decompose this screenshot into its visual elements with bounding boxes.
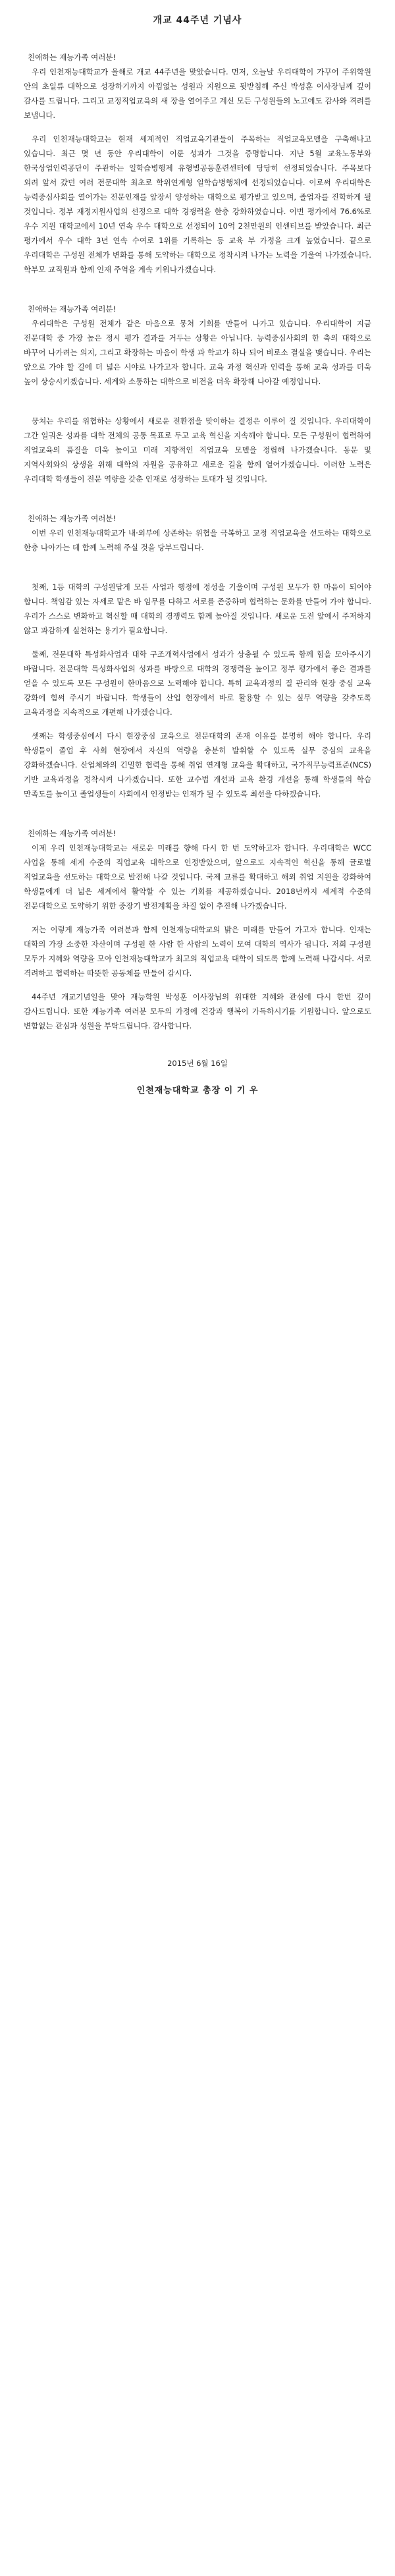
section-greeting: 친애하는 재능가족 여러분! [28, 53, 117, 62]
section-paragraph: 이번 우리 인천재능대학교가 내·외부에 상존하는 위협을 극복하고 교정 직업교육을 선도하는 대학으로 한층 나아가는 데 함께 노력해 주실 것을 당부드립니다. [24, 528, 371, 552]
section-paragraph: 44주년 개교기념일을 맞아 재능학원 박성훈 이사장님의 위대한 지혜와 관심에 다시 한번 깊이 감사드립니다. 또한 재능가족 여러분 모두의 가정에 건강과 행복이 가득하시기를 기원합니다. 앞으로도 변함없는 관심과 성원을 부탁드립니다. 감사합니다. [24, 992, 371, 1030]
section-greeting: 친애하는 재능가족 여러분! [28, 304, 117, 314]
address-section-5 [24, 580, 371, 801]
address-section-6 [24, 826, 371, 1033]
section-paragraph: 첫째, 1등 대학의 구성원답게 모든 사업과 행정에 정성을 기울이며 구성원 모두가 한 마음이 되어야 합니다. 책임감 있는 자세로 맡은 바 임무를 다하고 서로를 존중하며 협력하는 문화를 만들어 가야 합니다. 우리가 스스로 변화하고 혁신할 때 대학의 경쟁력도 함께 높아질 것입니다. 새로운 도전 앞에서 주저하지 않고 과감하게 실천하는 용기가 필요합니다. [24, 582, 371, 635]
section-paragraph: 이제 우리 인천재능대학교는 새로운 미래를 향해 다시 한 번 도약하고자 합니다. 우리대학은 WCC 사업을 통해 세계 수준의 직업교육 대학으로 인정받았으며, 앞으로도 지속적인 혁신을 통해 글로벌 직업교육을 선도하는 대학으로 발전해 나갈 것입니다. 국제 교류를 확대하고 해외 취업 지원을 강화하여 학생들에게 더 넓은 세계에서 활약할 수 있는 기회를 제공하겠습니다. 2018년까지 세계적 수준의 전문대학으로 도약하기 위한 중장기 발전계획을 차질 없이 추진해 나가겠습니다. [24, 843, 371, 910]
address-section-1 [24, 50, 371, 277]
address-section-3 [24, 414, 371, 486]
section-paragraph: 셋째는 학생중심에서 다시 현장중심 교육으로 전문대학의 존재 이유를 분명히 해야 합니다. 우리 학생들이 졸업 후 사회 현장에서 자신의 역량을 충분히 발휘할 수 있도록 실무 중심의 교육을 강화하겠습니다. 산업체와의 긴밀한 협력을 통해 취업 연계형 교육을 확대하고, 국가직무능력표준(NCS) 기반 교육과정을 정착시켜 나가겠습니다. 또한 교수법 개선과 교육 환경 개선을 통해 학생들의 학습 만족도를 높이고 졸업생들이 사회에서 인정받는 인재가 될 수 있도록 최선을 다하겠습니다. [24, 731, 371, 798]
document-title: 개교 44주년 기념사 [153, 15, 242, 26]
section-paragraph: 우리대학은 구성원 전체가 같은 마음으로 뭉쳐 기회를 만들어 나가고 있습니다. 우리대학이 지금 전문대학 중 가장 높은 정시 평가 결과를 거두는 상황은 아닙니다. 능력중심사회의 한 축의 대학으로 바꾸어 나가려는 의지, 그리고 확장하는 마음이 학생 과 학교가 하나 되어 비로소 결실을 맺습니다. 우리는 앞으로 가야 할 길에 더 넓은 시야로 나가고자 합니다. 교육 과정 혁신과 인력을 통해 교육 성과를 더욱 높이 상승시키겠습니다. 세계와 소통하는 대학으로 비전을 더욱 확장해 나아갈 예정입니다. [24, 319, 371, 386]
address-section-2 [24, 302, 371, 389]
section-paragraph: 저는 이렇게 재능가족 여러분과 함께 인천재능대학교의 밝은 미래를 만들어 가고자 합니다. 인재는 대학의 가장 소중한 자산이며 구성원 한 사람 한 사람의 노력이 모여 대학의 역사가 됩니다. 저희 구성원 모두가 지혜와 역량을 모아 인천재능대학교가 최고의 직업교육 대학이 되도록 함께 노력해 나갑시다. 서로 격려하고 협력하는 따뜻한 공동체를 만들어 갑시다. [24, 925, 371, 978]
section-paragraph: 뭉쳐는 우리를 위협하는 상황에서 새로운 전환점을 맞이하는 결정은 이루어 질 것입니다. 우리대학이 그간 일궈온 성과를 대학 전체의 공통 목표로 두고 교육 혁신을 지속해야 합니다. 모든 구성원이 협력하여 직업교육의 품질을 더욱 높이고 미래 지향적인 직업교육 모델을 정립해 나가겠습니다. 동문 및 지역사회와의 상생을 위해 대학의 자원을 공유하고 새로운 길을 함께 열어가겠습니다. 이러한 노력은 우리대학 학생들이 전문 역량을 갖춘 인재로 성장하는 토대가 될 것입니다. [24, 416, 371, 484]
section-greeting: 친애하는 재능가족 여러분! [28, 829, 117, 838]
section-paragraph: 우리 인천재능대학교가 올해로 개교 44주년을 맞았습니다. 먼저, 오늘날 우리대학이 가꾸어 주위학원 안의 초일류 대학으로 성장하기까지 아낌없는 성원과 지원으로 뒷받침해 주신 박성훈 이사장님께 깊이 감사를 드립니다. 그리고 교정직업교육의 새 장을 열어주고 계신 모든 구성원들의 노고에도 감사와 격려를 보냅니다. [24, 67, 371, 120]
president-signature: 인천재능대학교 총장 이 기 우 [136, 1086, 259, 1096]
section-greeting: 친애하는 재능가족 여러분! [28, 514, 117, 523]
document-date: 2015년 6월 16일 [167, 1059, 228, 1068]
section-paragraph: 둘째, 전문대학 특성화사업과 대학 구조개혁사업에서 성과가 상충될 수 있도록 함께 힘을 모아주시기 바랍니다. 전문대학 특성화사업의 성과를 바탕으로 대학의 경쟁력을 높이고 정부 평가에서 좋은 결과를 얻을 수 있도록 모든 구성원이 한마음으로 노력해야 합니다. 특히 교육과정의 질 관리와 현장 중심 교육 강화에 힘써 주시기 바랍니다. 학생들이 산업 현장에서 바로 활용할 수 있는 실무 역량을 갖추도록 교육과정을 지속적으로 개편해 나가겠습니다. [24, 650, 371, 717]
address-section-4 [24, 511, 371, 555]
section-paragraph: 우리 인천재능대학교는 현재 세계적인 직업교육기관들이 주목하는 직업교육모델을 구축해나고 있습니다. 최근 몇 년 동안 우리대학이 이룬 성과가 그것을 증명합니다. 지난 5월 교육노동부와 한국상업인력공단이 주관하는 일학습병행제 유형별공동훈련센터에 당당히 선정되었습니다. 주목보다 외려 앞서 갔던 여러 전문대학 최초로 학위연계형 일학습병행체에 선정되었습니다. 이로써 우리대학은 능력중심사회를 열어가는 전문인재를 앞장서 양성하는 대학으로 평가받고 있으며, 졸업자를 진학하게 될 것입니다. 정부 재정지원사업의 선정으로 대학 경쟁력을 한층 강화하였습니다. 이번 평가에서 76.6%로 우수 지원 대학교에서 10년 연속 우수 대학으로 선정되어 10억 2천만원의 인센티브를 받았습니다. 최근 평가에서 우수 대학 3년 연속 수여로 1위를 기록하는 등 교육 부 가정을 크게 높였습니다. 끝으로 우리대학은 구성원 전체가 변화를 통해 도약하는 대학으로 정착시켜 나가는 노력을 기울여 나가겠습니다. 학부모 교직원과 함께 인재 주역을 계속 키워나가겠습니다. [24, 134, 371, 274]
